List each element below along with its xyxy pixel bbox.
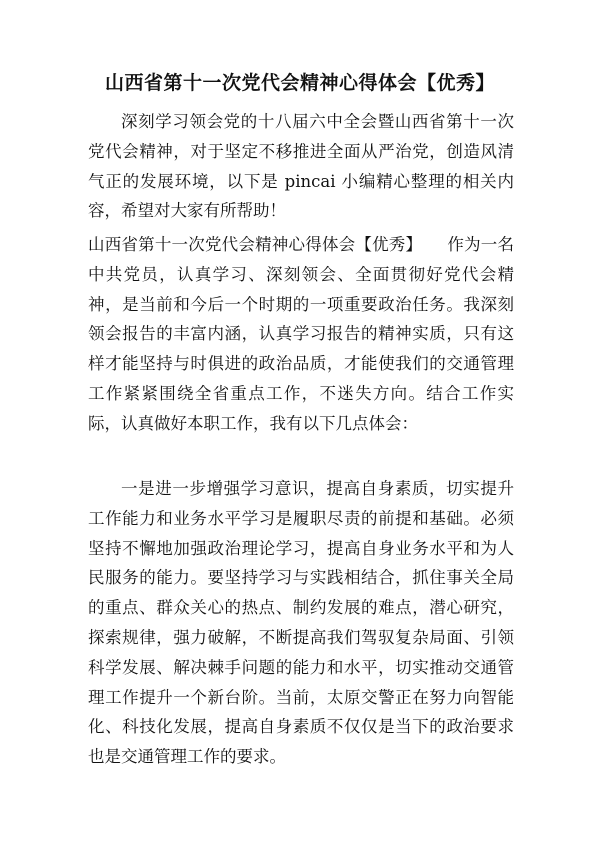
body-paragraph-2: 一是进一步增强学习意识，提高自身素质，切实提升工作能力和业务水平学习是履职尽责的前提和基础。必须坚持不懈地加强政治理论学习，提高自身业务水平和为人民服务的能力。要坚持学习与实践相结合，抓住事关全局的重点、群众关心的热点、制约发展的难点，潜心研究，探索规律，强力破解，不断提高我们驾驭复杂局面、引领科学发展、解决棘手问题的能力和水平，切实推动交通管理工作提升一个新台阶。当前，太原交警正在努力向智能化、科技化发展，提高自身素质不仅仅是当下的政治要求也是交通管理工作的要求。: [88, 479, 514, 767]
body-paragraph-1: 山西省第十一次党代会精神心得体会【优秀】 作为一名中共党员，认真学习、深刻领会、全面贯彻好党代会精神，是当前和今后一个时期的一项重要政治任务。我深刻领会报告的丰富内涵，认真学习报告的精神实质，只有这样才能坚持与时俱进的政治品质，才能使我们的交通管理工作紧紧围绕全省重点工作，不迷失方向。结合工作实际，认真做好本职工作，我有以下几点体会：: [88, 235, 514, 433]
page-title: 山西省第十一次党代会精神心得体会【优秀】: [104, 72, 495, 94]
intro-paragraph: 深刻学习领会党的十八届六中全会暨山西省第十一次党代会精神，对于坚定不移推进全面从严治党，创造风清气正的发展环境，以下是 pincai 小编精心整理的相关内容，希望对大家有所帮助！: [88, 112, 514, 221]
